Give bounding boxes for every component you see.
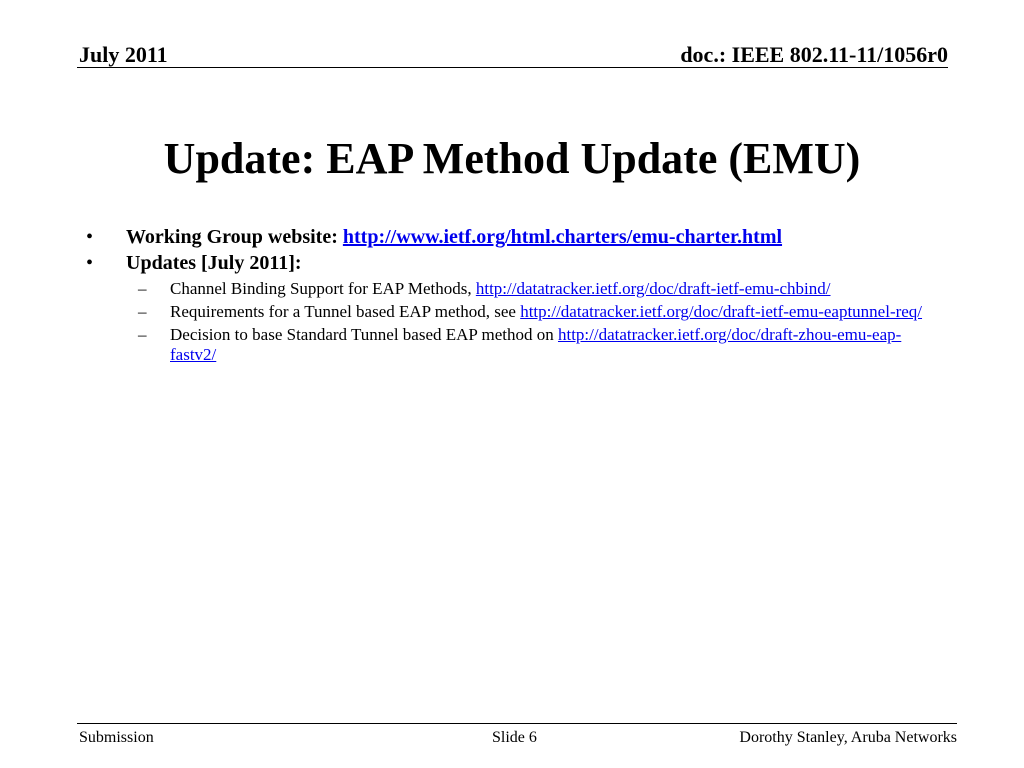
wg-website-link[interactable]: http://www.ietf.org/html.charters/emu-charter.html [342, 226, 783, 248]
header-doc-id: doc.: IEEE 802.11-11/1056r0 [680, 42, 948, 67]
sub-item-text: Channel Binding Support for EAP Methods, [170, 279, 476, 298]
chbind-draft-link[interactable]: http://datatracker.ietf.org/doc/draft-ietf-emu-chbind/ [475, 279, 831, 298]
footer-slide-number: Slide 6 [492, 729, 537, 746]
footer-divider [77, 723, 957, 724]
eap-fastv2-draft-link[interactable]: http://datatracker.ietf.org/doc/draft-zhou-emu-eap-fastv2/ [170, 325, 902, 364]
sub-item-eaptunnel-req [86, 302, 926, 322]
slide-title: Update: EAP Method Update (EMU) [163, 134, 861, 183]
sub-item-text: Decision to base Standard Tunnel based EAP method on [170, 325, 558, 344]
eaptunnel-req-draft-link[interactable]: http://datatracker.ietf.org/doc/draft-ietf-emu-eaptunnel-req/ [520, 302, 923, 321]
bullet-list [86, 224, 926, 365]
sub-item-marker: – [138, 325, 147, 344]
bullet-marker: • [86, 226, 94, 248]
sub-item-marker: – [138, 279, 147, 298]
sub-item-chbind [86, 279, 926, 299]
bullet-label: Updates [July 2011]: [126, 252, 302, 274]
sub-item-text: Requirements for a Tunnel based EAP method, see [170, 302, 521, 321]
bullet-marker: • [86, 252, 94, 274]
bullet-item-website [86, 224, 926, 250]
sub-item-eap-fastv2 [86, 325, 926, 365]
header-divider [77, 67, 948, 68]
bullet-label: Working Group website: [126, 226, 343, 248]
header-date: July 2011 [79, 42, 168, 67]
bullet-item-updates [86, 250, 926, 276]
sub-item-marker: – [138, 302, 147, 321]
footer-author: Dorothy Stanley, Aruba Networks [739, 729, 957, 746]
footer-submission: Submission [79, 729, 154, 746]
